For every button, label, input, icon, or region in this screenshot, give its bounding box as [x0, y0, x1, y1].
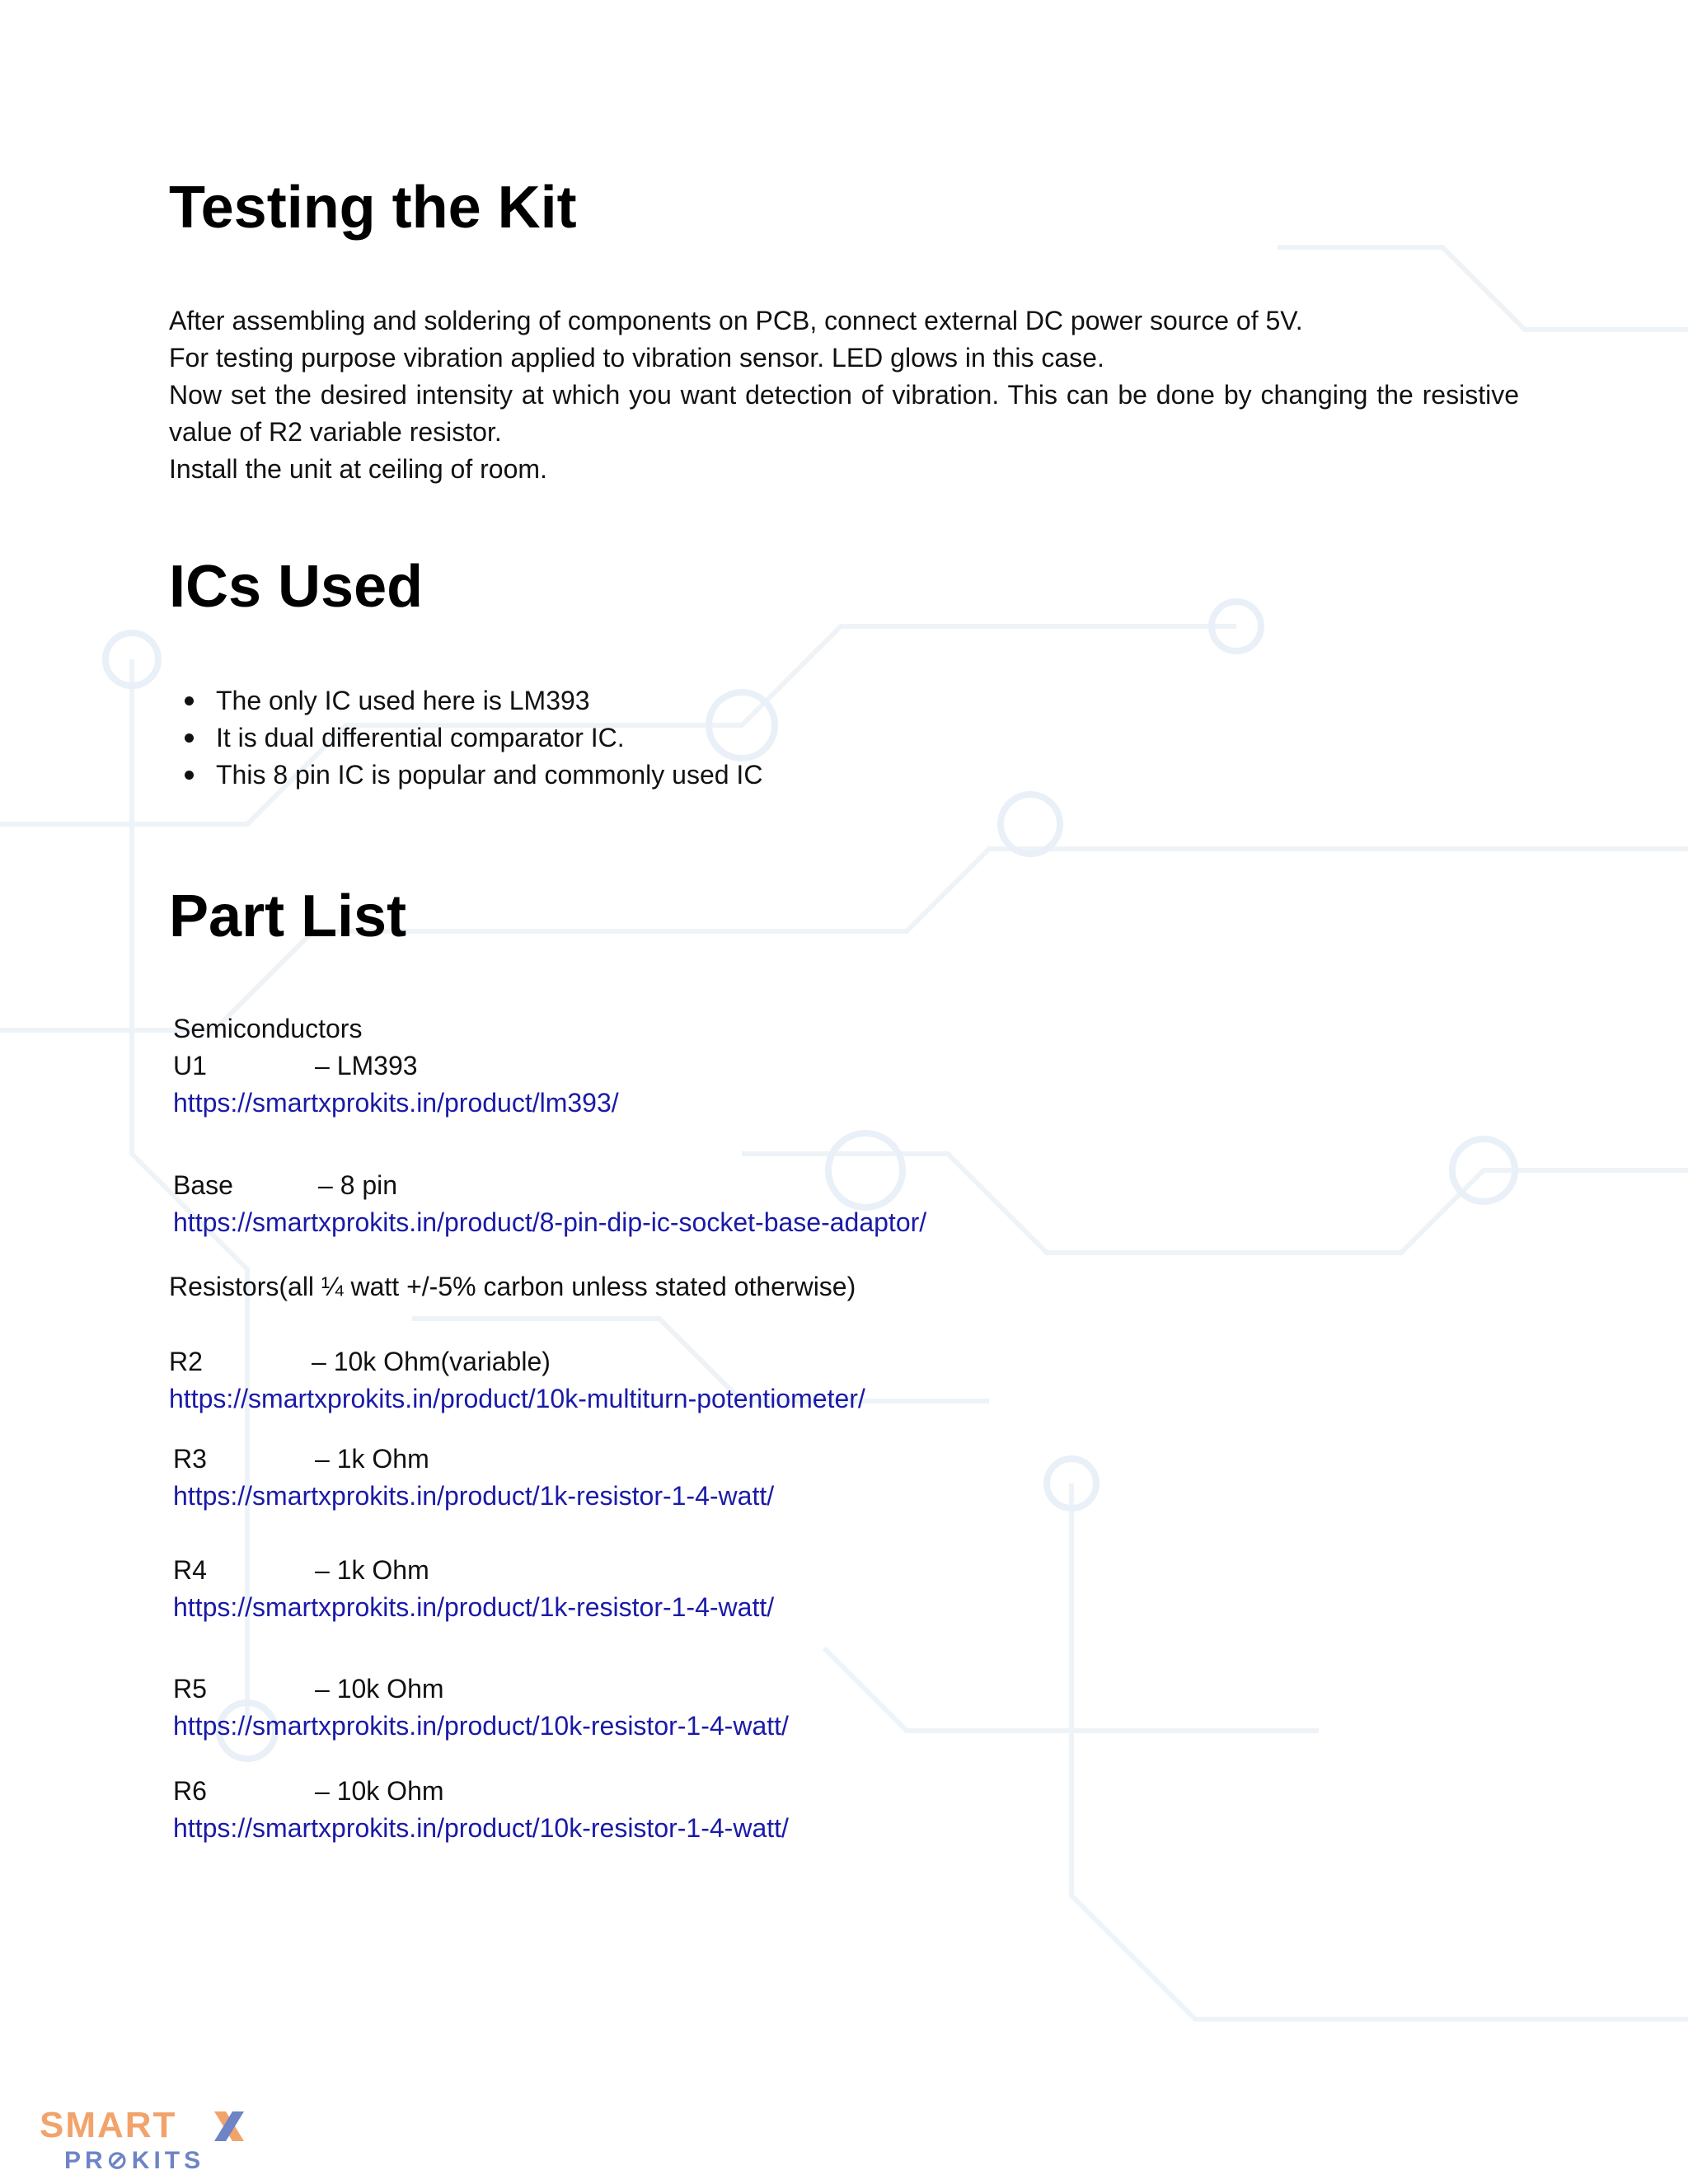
part-row-r6	[173, 1773, 444, 1810]
part-link-r3[interactable]: https://smartxprokits.in/product/1k-resistor-1-4-watt/	[173, 1481, 775, 1511]
part-row-r3	[173, 1441, 429, 1478]
part-link-r4[interactable]: https://smartxprokits.in/product/1k-resistor-1-4-watt/	[173, 1592, 775, 1622]
testing-paragraph: Install the unit at ceiling of room.	[169, 454, 547, 484]
part-desc: – 10k Ohm	[315, 1776, 444, 1806]
part-desc: – LM393	[315, 1051, 418, 1080]
x-logo-icon	[211, 2108, 247, 2144]
bullet-text: It is dual differential comparator IC.	[216, 723, 625, 752]
part-code: R3	[173, 1444, 207, 1474]
ics-bullet-list	[169, 682, 762, 794]
part-desc: – 10k Ohm	[315, 1674, 444, 1704]
part-row-r4	[173, 1552, 429, 1589]
testing-paragraph: After assembling and soldering of components on PCB, connect external DC power source of 5V.	[169, 306, 1303, 335]
list-item	[169, 757, 762, 794]
testing-paragraph: Now set the desired intensity at which you want detection of vibration. This can be done by changing the resistive value of R2 variable resistor.	[169, 380, 1519, 447]
testing-paragraph: For testing purpose vibration applied to vibration sensor. LED glows in this case.	[169, 343, 1104, 373]
part-code: U1	[173, 1051, 207, 1080]
part-link-u1[interactable]: https://smartxprokits.in/product/lm393/	[173, 1088, 619, 1118]
part-code: R5	[173, 1674, 207, 1704]
part-link-r2[interactable]: https://smartxprokits.in/product/10k-multiturn-potentiometer/	[169, 1384, 865, 1413]
semiconductors-heading: Semiconductors	[173, 1014, 363, 1043]
part-row-base	[173, 1167, 398, 1204]
logo-line1: SMART	[40, 2105, 177, 2145]
smartx-prokits-logo	[40, 2105, 229, 2174]
bullet-icon	[185, 733, 194, 743]
section-title-testing: Testing the Kit	[169, 175, 577, 241]
logo-line2: PR⊘KITS	[64, 2147, 205, 2174]
part-row-r2	[169, 1343, 551, 1380]
part-link-base[interactable]: https://smartxprokits.in/product/8-pin-dip-ic-socket-base-adaptor/	[173, 1207, 927, 1237]
resistors-heading: Resistors(all ¼ watt +/-5% carbon unless stated otherwise)	[169, 1272, 856, 1301]
part-code: R2	[169, 1347, 203, 1376]
bullet-icon	[185, 696, 194, 705]
list-item	[169, 719, 762, 757]
bullet-text: The only IC used here is LM393	[216, 686, 590, 715]
part-desc: – 1k Ohm	[315, 1555, 429, 1585]
testing-paragraphs	[169, 302, 1519, 488]
part-link-r5[interactable]: https://smartxprokits.in/product/10k-resistor-1-4-watt/	[173, 1711, 789, 1741]
part-desc: – 1k Ohm	[315, 1444, 429, 1474]
part-code: R6	[173, 1776, 207, 1806]
part-code: R4	[173, 1555, 207, 1585]
section-title-ics: ICs Used	[169, 554, 424, 620]
part-desc: – 10k Ohm(variable)	[312, 1347, 551, 1376]
part-code: Base	[173, 1170, 233, 1200]
part-desc: – 8 pin	[318, 1170, 398, 1200]
part-link-r6[interactable]: https://smartxprokits.in/product/10k-resistor-1-4-watt/	[173, 1813, 789, 1843]
bullet-icon	[185, 771, 194, 780]
part-row-r5	[173, 1671, 444, 1708]
section-title-parts: Part List	[169, 883, 407, 949]
list-item	[169, 682, 762, 719]
part-row-u1	[173, 1047, 418, 1085]
bullet-text: This 8 pin IC is popular and commonly used IC	[216, 760, 763, 790]
